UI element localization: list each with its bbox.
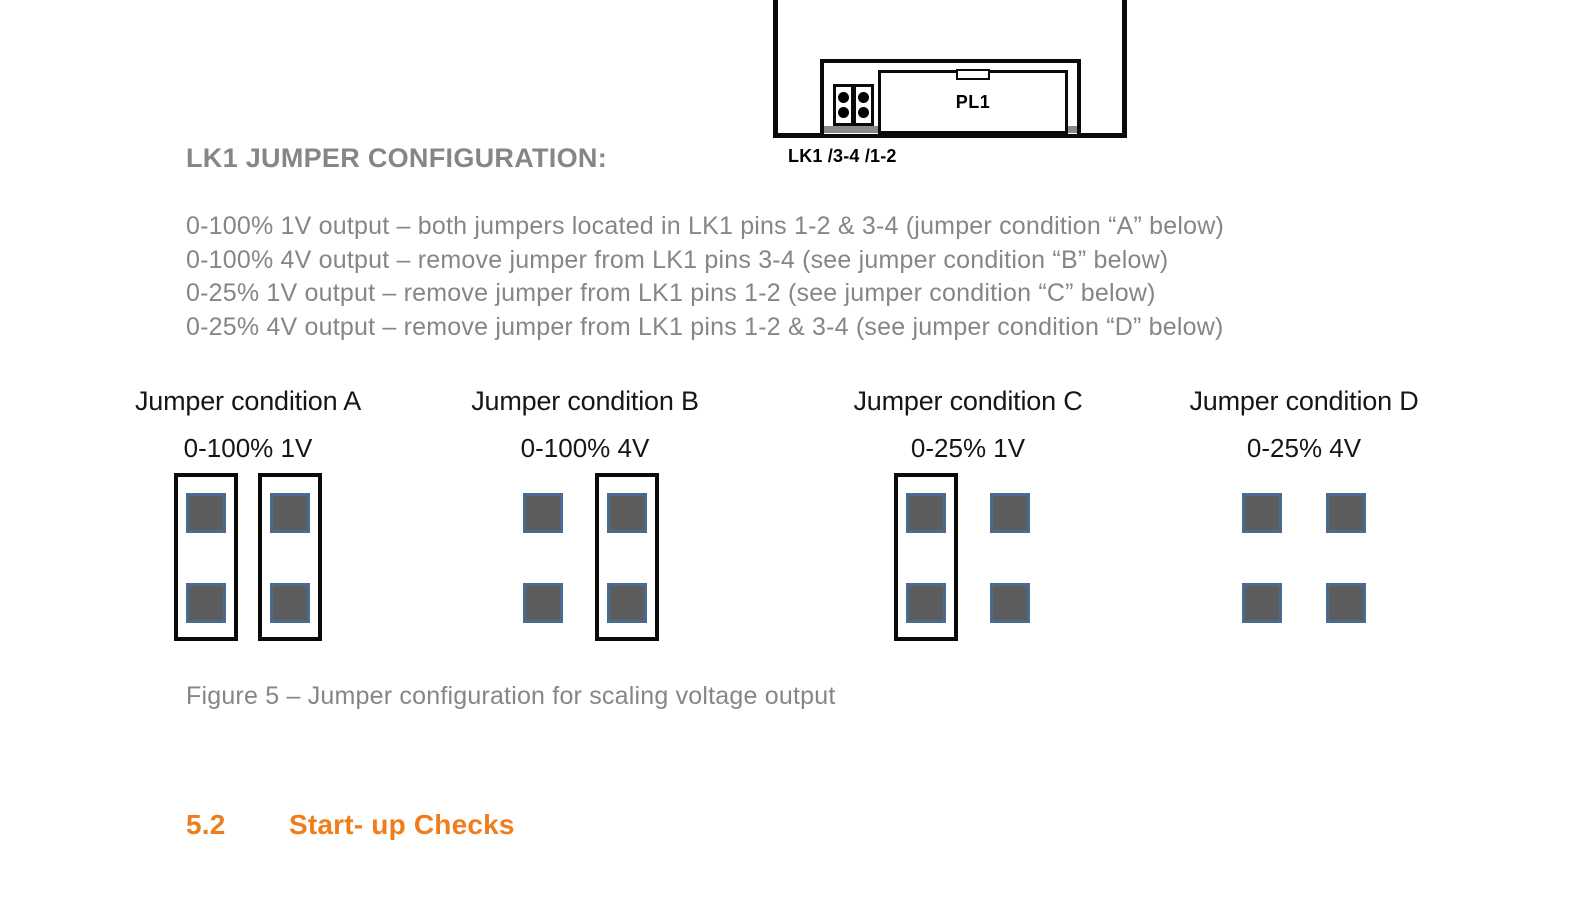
pin-pad [1326,583,1366,623]
pin-pad [186,493,226,533]
pin-header [894,473,1042,641]
pin-pad [906,583,946,623]
jumper-condition-d [1184,386,1424,648]
pl1-label: PL1 [955,91,991,112]
condition-subtitle: 0-100% 4V [520,433,650,463]
condition-subtitle: 0-100% 1V [183,433,313,463]
jumper-cell [853,84,874,126]
figure-caption: Figure 5 – Jumper configuration for scaling voltage output [186,682,836,710]
condition-title: Jumper condition C [853,386,1083,416]
right-jumper-column [595,473,659,641]
pin-pad [990,583,1030,623]
connector-notch [956,69,990,80]
instruction-line: 0-25% 1V output – remove jumper from LK1 pins 1-2 (see jumper condition “C” below) [186,279,1156,307]
pin-header [511,473,659,641]
section-title: Start- up Checks [289,809,515,840]
pin-dot [838,92,849,103]
pl1-connector [878,70,1068,134]
jumper-condition-c [848,386,1088,648]
pin-dot [838,107,849,118]
pin-pad [607,493,647,533]
left-jumper-column [1230,473,1294,641]
pin-pad [523,493,563,533]
pin-dot [858,107,869,118]
jumper-condition-b [465,386,705,648]
lk1-pins-label: LK1 /3-4 /1-2 [788,146,897,166]
pin-pad [1326,493,1366,533]
lk1-jumper-block [833,84,874,126]
pin-pad [186,583,226,623]
condition-subtitle: 0-25% 1V [910,433,1026,463]
pin-pad [270,583,310,623]
pin-dot [858,92,869,103]
section-number: 5.2 [186,809,226,840]
pin-pad [906,493,946,533]
pin-pad [1242,583,1282,623]
pin-pad [607,583,647,623]
instruction-line: 0-100% 4V output – remove jumper from LK1 pins 3-4 (see jumper condition “B” below) [186,245,1169,274]
lk1-configuration-heading: LK1 JUMPER CONFIGURATION: [186,143,608,173]
left-jumper-column [174,473,238,641]
jumper-cell [833,84,854,126]
instruction-line: 0-25% 4V output – remove jumper from LK1 pins 1-2 & 3-4 (see jumper condition “D” below) [186,312,1224,341]
right-jumper-column [258,473,322,641]
jumper-condition-a [128,386,368,648]
condition-subtitle: 0-25% 4V [1246,433,1362,463]
condition-title: Jumper condition A [134,386,362,416]
right-jumper-column [978,473,1042,641]
pin-header [1230,473,1378,641]
pin-pad [1242,493,1282,533]
instruction-line: 0-100% 1V output – both jumpers located in LK1 pins 1-2 & 3-4 (jumper condition “A” below) [186,212,1225,240]
pin-pad [523,583,563,623]
instruction-list [186,210,1224,344]
right-jumper-column [1314,473,1378,641]
condition-title: Jumper condition B [471,386,699,416]
condition-title: Jumper condition D [1189,386,1419,416]
left-jumper-column [894,473,958,641]
pin-header [174,473,322,641]
pin-pad [270,493,310,533]
pin-pad [990,493,1030,533]
left-jumper-column [511,473,575,641]
